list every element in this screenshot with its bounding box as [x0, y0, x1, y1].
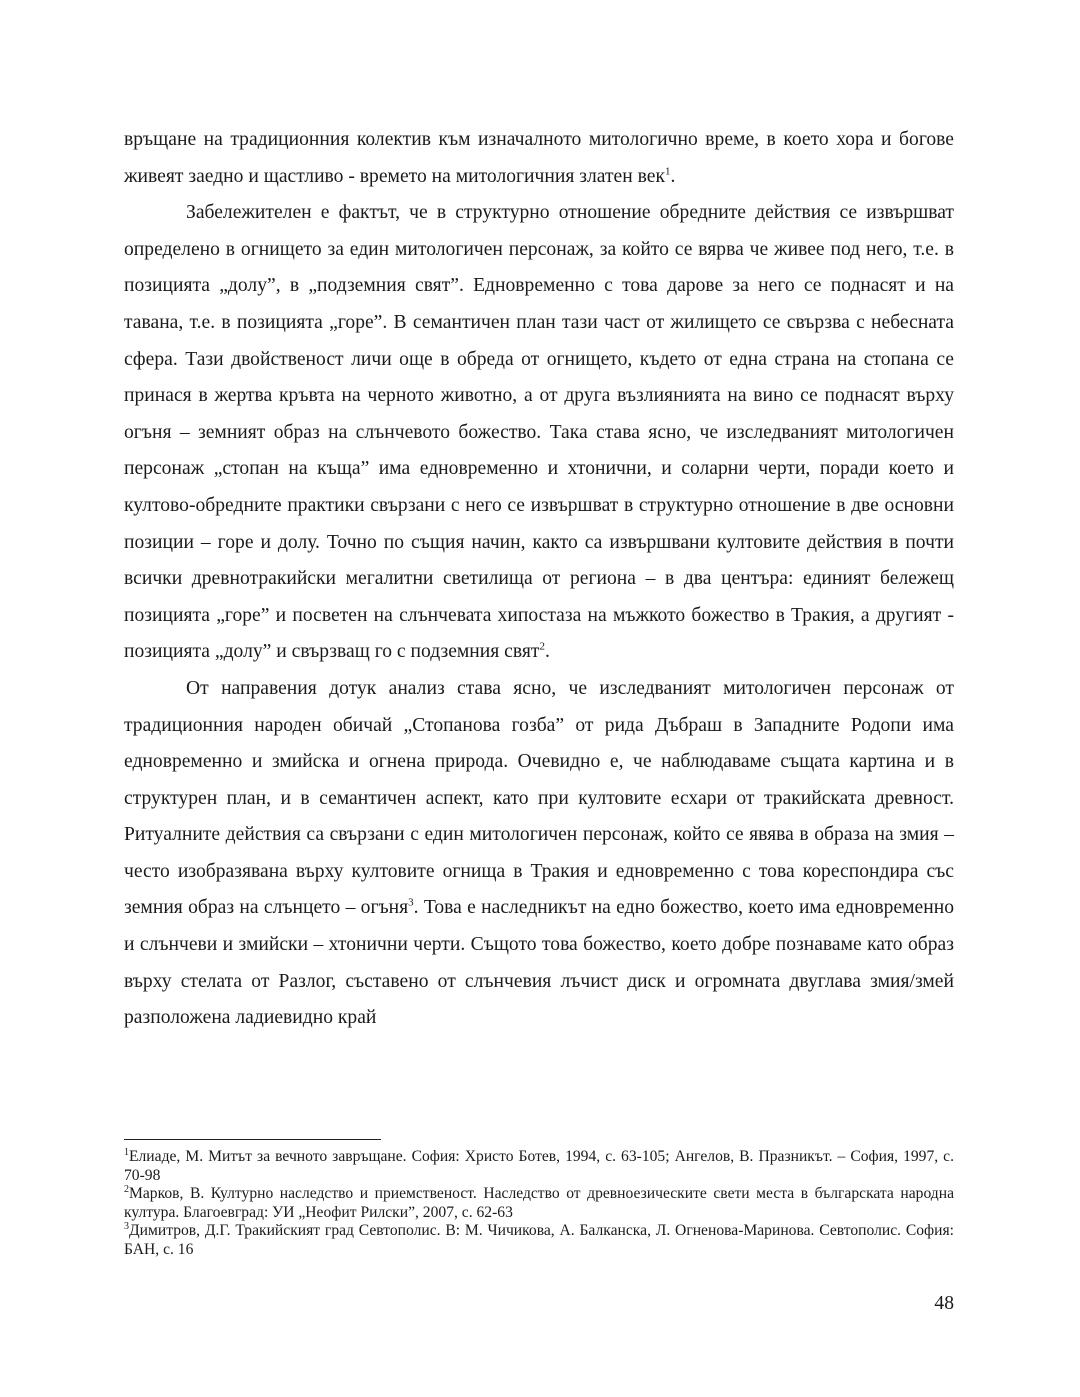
- footnote-1: [124, 1148, 954, 1185]
- footnote-2: [124, 1185, 954, 1222]
- paragraph-1-text: връщане на традиционния колектив към изначалното митологично време, в което хора и богове живеят заедно и щастливо - времето на митологичния златен век: [124, 129, 954, 187]
- paragraph-3: [124, 671, 954, 1037]
- paragraph-2: [124, 195, 954, 671]
- footnote-ref-2[interactable]: 2: [539, 640, 545, 653]
- paragraph-2-tail: .: [544, 641, 550, 663]
- footnote-1-number: 1: [124, 1146, 129, 1158]
- footnotes: [124, 1148, 954, 1260]
- paragraph-3-tail: . Това е наследникът на едно божество, което има едновременно и слънчеви и змийски – хтонични черти. Същото това божество, което добре познаваме като образ върху стелата от Разлог, съставено от слънчевия лъчист диск и огромната двуглава змия/змей разположена ладиевидно край: [124, 897, 954, 1029]
- page-number: 48: [934, 1293, 954, 1314]
- paragraph-1: [124, 122, 954, 195]
- footnote-1-text: Елиаде, М. Митът за вечното завръщане. София: Христо Ботев, 1994, с. 63-105; Ангелов, В. Празникът. – София, 1997, с. 70-98: [124, 1148, 954, 1184]
- body-text: [124, 122, 954, 1037]
- footnote-ref-3[interactable]: 3: [408, 896, 414, 909]
- footnote-3: [124, 1222, 954, 1259]
- footnote-3-text: Димитров, Д.Г. Тракийският град Севтополис. В: М. Чичикова, А. Балканска, Л. Огненова-Маринова. Севтополис. София: БАН, с. 16: [124, 1222, 954, 1258]
- footnote-ref-1[interactable]: 1: [664, 165, 671, 178]
- paragraph-1-tail: .: [670, 165, 676, 187]
- paragraph-2-text: Забележителен е фактът, че в структурно отношение обредните действия се извършват определено в огнището за един митологичен персонаж, за който се вярва че живее под него, т.е. в позицията „долу”, в „подземния свят”. Едновременно с това дарове за него се поднасят и на тавана, т.е. в позицията „горе”. В семантичен план тази част от жилището се свързва с небесната сфера. Тази двойственост личи още в обреда от огнището, където от една страна на стопана се принася в жертва кръвта на черното животно, а от друга възлиянията на вино се поднасят върху огъня – земният образ на слънчевото божество. Така става ясно, че изследваният митологичен персонаж „стопан на къща” има едновременно и хтонични, и соларни черти, поради което и култово-обредните практики свързани с него се извършват в структурно отношение в две основни позиции – горе и долу. Точно по същия начин, както са извършвани култовите действия в почти всички древнотракийски мегалитни светилища от региона – в два центъра: единият бележещ позицията „горе” и посветен на слънчевата хипостаза на мъжкото божество в Тракия, а другият - позицията „долу” и свързващ го с подземния свят: [124, 202, 954, 663]
- footnote-3-number: 3: [124, 1221, 129, 1233]
- footnote-2-number: 2: [124, 1184, 129, 1195]
- footnote-2-text: Марков, В. Културно наследство и приемственост. Наследство от древноезическите свети места в българската народна култура. Благоевград: УИ „Неофит Рилски”, 2007, с. 62-63: [124, 1185, 954, 1221]
- paragraph-3-text: От направения дотук анализ става ясно, че изследваният митологичен персонаж от традиционния народен обичай „Стопанова гозба” от рида Дъбраш в Западните Родопи има едновременно и змийска и огнена природа. Очевидно е, че наблюдаваме същата картина и в структурен план, и в семантичен аспект, като при култовите есхари от тракийската древност. Ритуалните действия са свързани с един митологичен персонаж, който се явява в образа на змия – често изобразявана върху култовите огнища в Тракия и едновременно с това кореспондира със земния образ на слънцето – огъня: [124, 677, 954, 919]
- footnote-separator: [124, 1139, 381, 1140]
